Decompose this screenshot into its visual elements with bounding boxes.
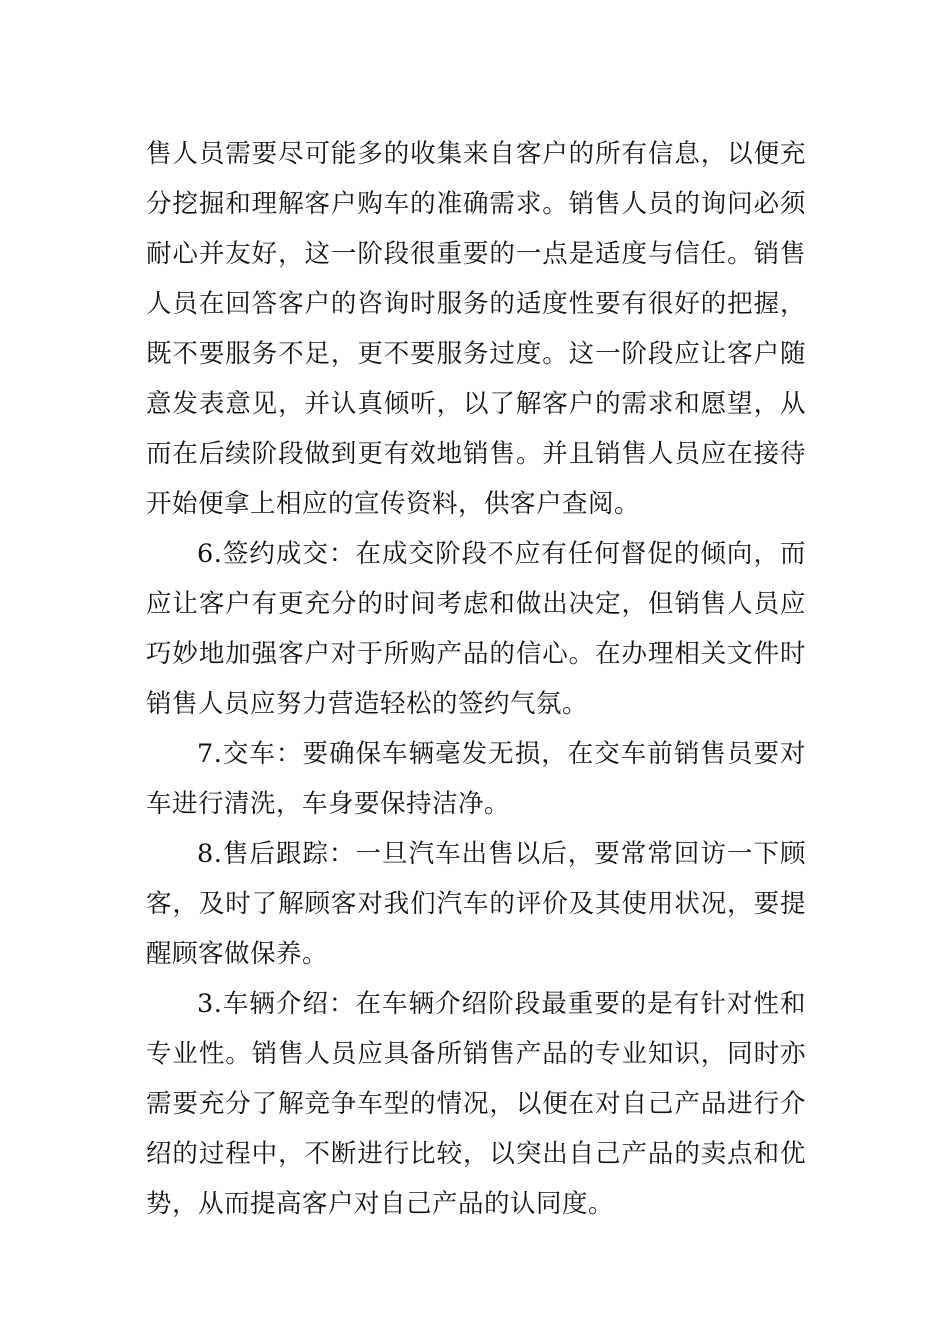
paragraph-after-sales: 8.售后跟踪：一旦汽车出售以后，要常常回访一下顾客，及时了解顾客对我们汽车的评价及其使用状况，要提醒顾客做保养。 xyxy=(146,839,806,969)
document-page xyxy=(146,129,806,1229)
paragraph-delivery: 7.交车：要确保车辆毫发无损，在交车前销售员要对车进行清洗，车身要保持洁净。 xyxy=(146,739,806,819)
paragraph-continued-inquiry: 售人员需要尽可能多的收集来自客户的所有信息，以便充分挖掘和理解客户购车的准确需求。销售人员的询问必须耐心并友好，这一阶段很重要的一点是适度与信任。销售人员在回答客户的咨询时服务的适度性要有很好的把握，既不要服务不足，更不要服务过度。这一阶段应让客户随意发表意见，并认真倾听，以了解客户的需求和愿望，从而在后续阶段做到更有效地销售。并且销售人员应在接待开始便拿上相应的宣传资料，供客户查阅。 xyxy=(146,139,806,519)
paragraph-vehicle-intro: 3.车辆介绍：在车辆介绍阶段最重要的是有针对性和专业性。销售人员应具备所销售产品的专业知识，同时亦需要充分了解竞争车型的情况，以便在对自己产品进行介绍的过程中，不断进行比较，以突出自己产品的卖点和优势，从而提高客户对自己产品的认同度。 xyxy=(146,989,806,1219)
paragraph-signing: 6.签约成交：在成交阶段不应有任何督促的倾向，而应让客户有更充分的时间考虑和做出决定，但销售人员应巧妙地加强客户对于所购产品的信心。在办理相关文件时销售人员应努力营造轻松的签约气氛。 xyxy=(146,539,806,719)
